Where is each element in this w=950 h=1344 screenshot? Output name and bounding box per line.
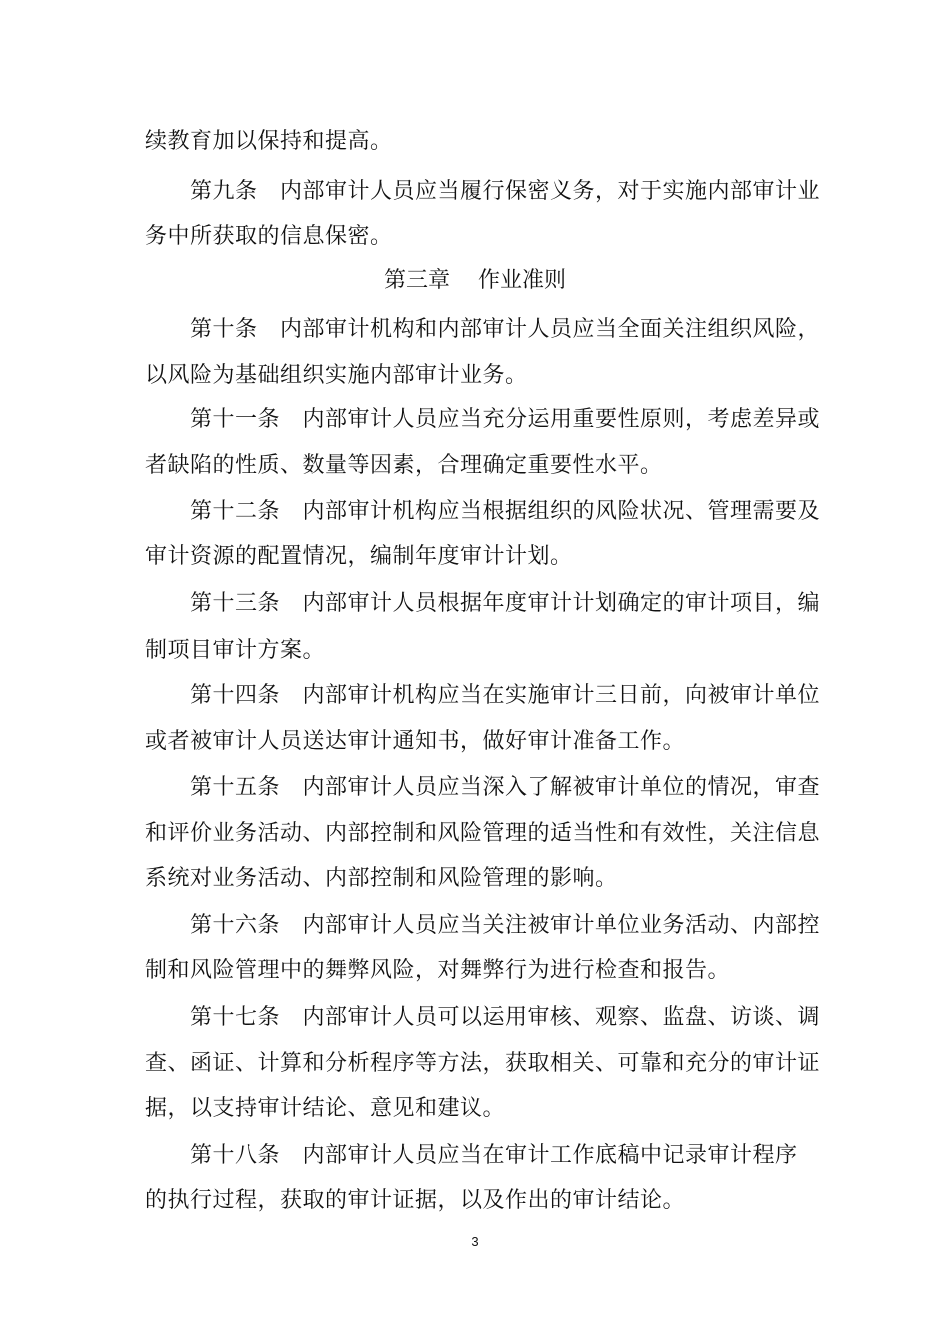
article-18-line-1: 第十八条 内部审计人员应当在审计工作底稿中记录审计程序 xyxy=(190,1143,798,1168)
article-14-line-1: 第十四条 内部审计机构应当在实施审计三日前，向被审计单位 xyxy=(190,683,821,708)
article-17-line-2: 查、函证、计算和分析程序等方法，获取相关、可靠和充分的审计证 xyxy=(145,1051,821,1076)
article-15-line-2: 和评价业务活动、内部控制和风险管理的适当性和有效性，关注信息 xyxy=(145,821,821,846)
paragraph-line: 续教育加以保持和提高。 xyxy=(145,129,393,154)
article-14-line-2: 或者被审计人员送达审计通知书，做好审计准备工作。 xyxy=(145,729,686,754)
article-16-line-1: 第十六条 内部审计人员应当关注被审计单位业务活动、内部控 xyxy=(190,913,821,938)
article-12-line-2: 审计资源的配置情况，编制年度审计计划。 xyxy=(145,544,573,569)
article-13-line-2: 制项目审计方案。 xyxy=(145,638,326,663)
article-15-line-1: 第十五条 内部审计人员应当深入了解被审计单位的情况，审查 xyxy=(190,775,821,800)
article-13-line-1: 第十三条 内部审计人员根据年度审计计划确定的审计项目，编 xyxy=(190,591,821,616)
article-17-line-1: 第十七条 内部审计人员可以运用审核、观察、监盘、访谈、调 xyxy=(190,1005,821,1030)
chapter-title: 作业准则 xyxy=(478,268,567,293)
article-12-line-1: 第十二条 内部审计机构应当根据组织的风险状况、管理需要及 xyxy=(190,499,821,524)
page-number: 3 xyxy=(471,1234,479,1249)
article-11-line-2: 者缺陷的性质、数量等因素，合理确定重要性水平。 xyxy=(145,453,663,478)
article-10-line-1: 第十条 内部审计机构和内部审计人员应当全面关注组织风险， xyxy=(190,317,821,342)
article-18-line-2: 的执行过程，获取的审计证据，以及作出的审计结论。 xyxy=(145,1188,686,1213)
article-9-line-2: 务中所获取的信息保密。 xyxy=(145,224,393,249)
article-15-line-3: 系统对业务活动、内部控制和风险管理的影响。 xyxy=(145,866,618,891)
chapter-number: 第三章 xyxy=(383,268,450,293)
article-17-line-3: 据，以支持审计结论、意见和建议。 xyxy=(145,1096,506,1121)
article-10-line-2: 以风险为基础组织实施内部审计业务。 xyxy=(145,363,528,388)
article-16-line-2: 制和风险管理中的舞弊风险，对舞弊行为进行检查和报告。 xyxy=(145,958,731,983)
chapter-heading xyxy=(0,266,950,296)
article-11-line-1: 第十一条 内部审计人员应当充分运用重要性原则，考虑差异或 xyxy=(190,407,821,432)
article-9-line-1: 第九条 内部审计人员应当履行保密义务，对于实施内部审计业 xyxy=(190,179,821,204)
